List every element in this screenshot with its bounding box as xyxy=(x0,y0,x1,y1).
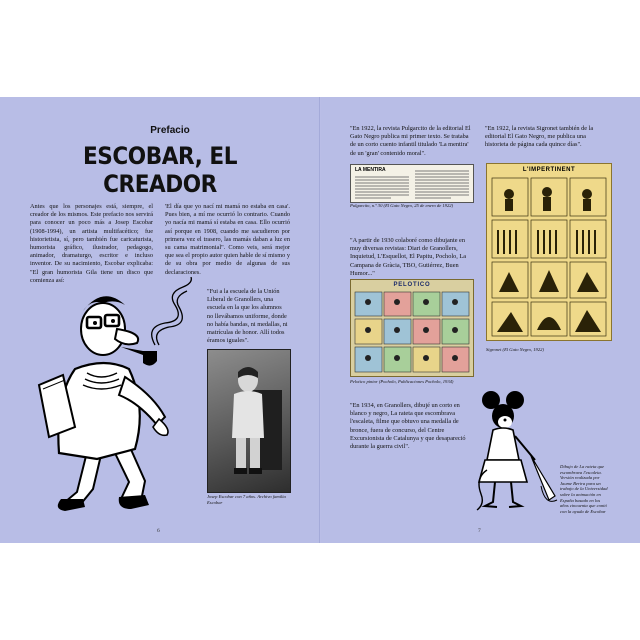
book-spread xyxy=(0,97,640,543)
quote-1930: "A partir de 1930 colaboré como dibujante en muy diversas revistas: Diari de Granollers, Inquietud, L'Esquellot, El Papitu, Pocholo, La Campana de Gràcia, TBO, Gutiérrez, Buen Humor..." xyxy=(350,237,467,277)
impertinent-title: L'IMPERTINENT xyxy=(522,167,576,173)
section-label: Prefacio xyxy=(150,125,190,136)
clipping-text-lines xyxy=(351,165,473,202)
rateta-mouse-illustration xyxy=(475,390,560,515)
left-page xyxy=(0,97,320,543)
la-mentira-clipping xyxy=(350,164,474,203)
escobar-caricature-illustration xyxy=(25,277,200,517)
page-number-right: 7 xyxy=(478,528,481,534)
child-photo-caption xyxy=(207,494,289,505)
pelotico-title: PELOTICO xyxy=(393,282,431,288)
child-photo-caption-name: Josep Escobar con 7 años. xyxy=(207,494,257,499)
child-photo xyxy=(207,349,291,493)
page-number-left: 6 xyxy=(157,528,160,534)
pelotico-caption: Pelotico pintor (Pocholo, Publicaciones Pocholo, 1934) xyxy=(350,379,454,384)
child-photo-caption-source: Archivo familia Escobar xyxy=(207,494,286,505)
pelotico-comic-strip xyxy=(350,279,474,377)
quote-1922-pulgarcito: "En 1922, la revista Pulgarcito de la editorial El Gato Negro publica mi primer texto. Se trataba de un corto cuento infantil titulado 'La mentira' de un 'gran' contenido moral". xyxy=(350,125,471,157)
school-quote: "Fui a la escuela de la Unión Liberal de Granollers, una escuela en la que los alumnos no llevábamos uniforme, donde no había bandas, ni medallas, ni matrículas de honor. Allí todos éramos iguales". xyxy=(207,288,288,345)
page-title: ESCOBAR, EL CREADOR xyxy=(82,142,238,198)
impertinent-comic-page xyxy=(486,163,612,341)
quote-1934: "En 1934, en Granollers, dibujé un corto en blanco y negro, La rateta que escombrava l'escaleta, filme que obtuvo una medalla de bronce, fuera de concurso, del Centre Excursionista de Catalunya y que desapareció durante la guerra civil". xyxy=(350,402,466,451)
quote-1922-sigronet: "En 1922, la revista Sigronet también de la editorial El Gato Negro, me publica una historieta de página cada quince días". xyxy=(485,125,594,149)
intro-paragraph: Antes que los personajes está, siempre, el creador de los mismos. Este prefacio nos servirá para conocer un poco más a Josep Escobar (1908-1994), un artista multifacético; fue historietista, sí, pero también fue caricaturista, humorista gráfico, ilustrador, pedagogo, animador, dramaturgo, escritor e incluso inventor. De su nacimiento, Escobar explicaba: "El gran humorista Gila tiene un disco que comienza así: xyxy=(30,203,153,284)
autobiography-paragraph: 'El día que yo nací mi mamá no estaba en casa'. Pues bien, a mí me ocurrió lo contrario. Cuando yo nacía mi mamá sí estaba en casa. Ello ocurrió así porque en 1908, cuando me sacudieron por primera vez el trasero, las mamás daban a luz en su cama matrimonial". Como veis, será mejor que sea el propio autor quien hable de sí mismo y de su obra por medio de algunas de sus declaraciones. xyxy=(165,203,290,276)
right-page xyxy=(320,97,640,543)
child-figure-silhouette xyxy=(208,350,290,492)
rateta-caption: Dibujo de La rateta que escombrava l'escaleta. Versión realizada por Jaume Berira para un trabajo de la Universidad sobre la animación en España basado en los años cincuenta que contó con la ayuda de Escobar xyxy=(560,464,608,514)
impertinent-caption: Sigronet (El Gato Negro, 1922) xyxy=(486,347,544,352)
pelotico-comic-panels xyxy=(351,280,473,376)
la-mentira-title: LA MENTIRA xyxy=(355,167,386,173)
la-mentira-caption: Pulgarcito, n.º 30 (El Gato Negro, 25 de enero de 1922) xyxy=(350,203,454,208)
impertinent-comic-panels xyxy=(487,164,611,340)
